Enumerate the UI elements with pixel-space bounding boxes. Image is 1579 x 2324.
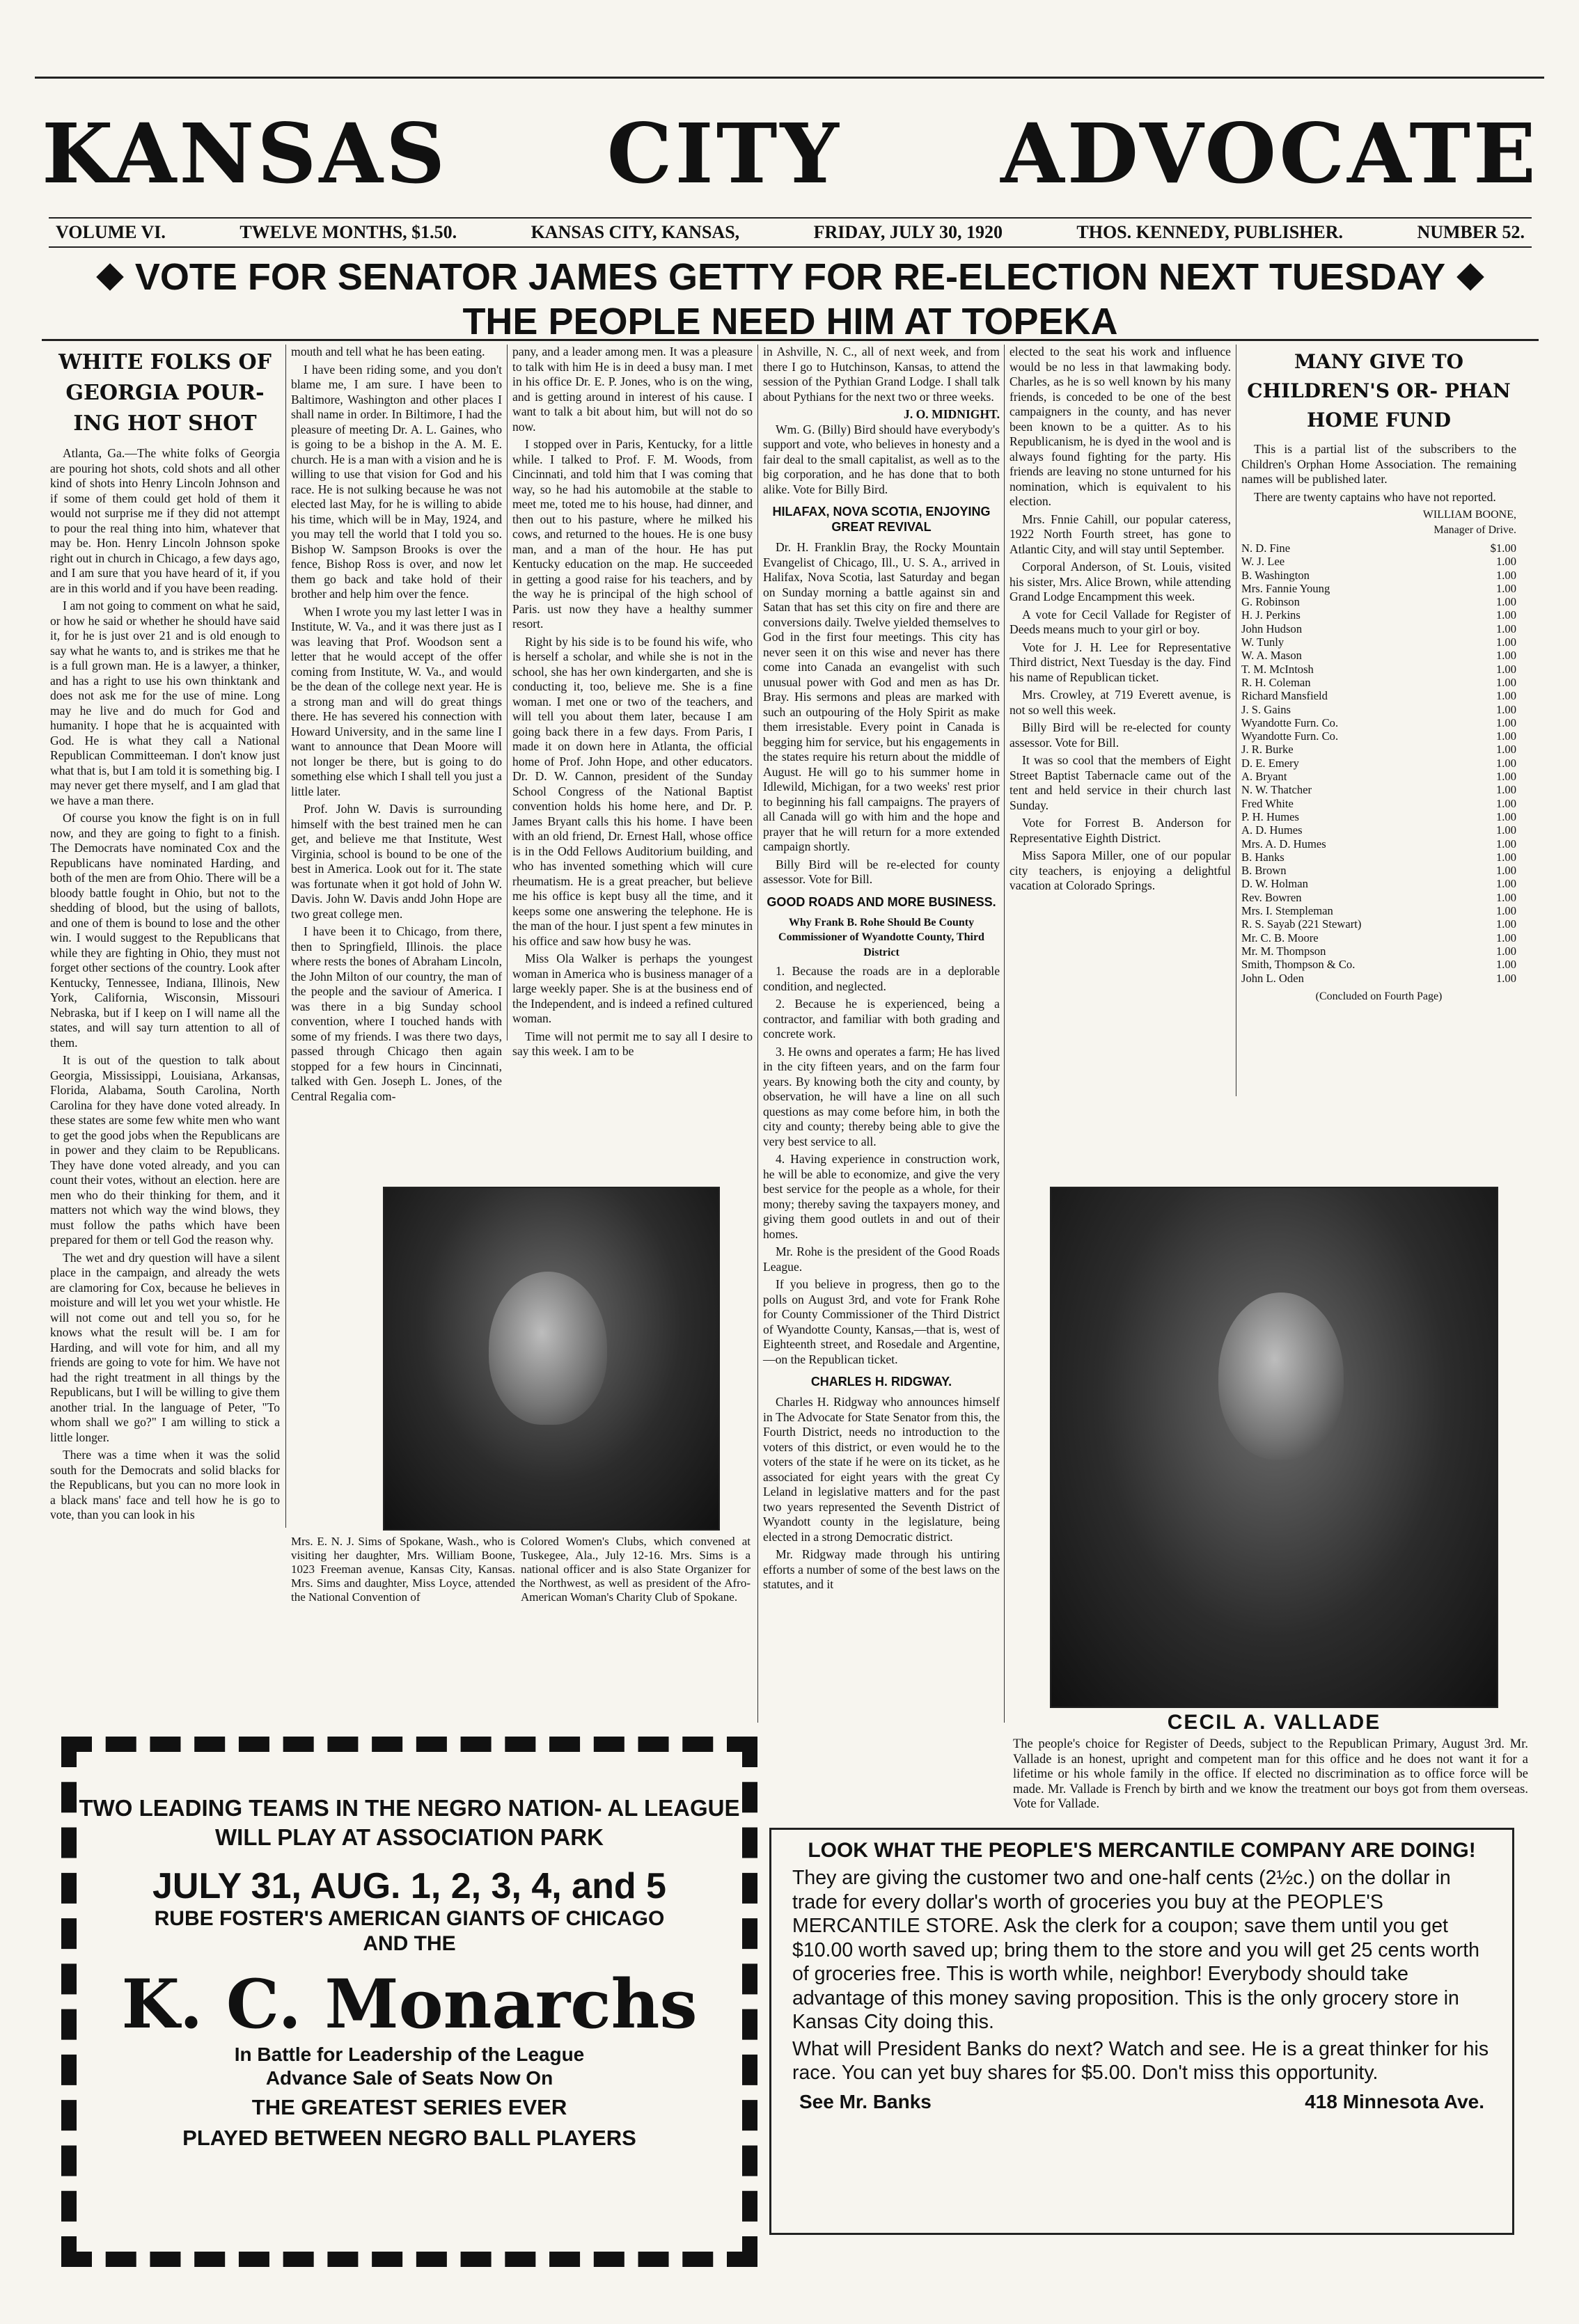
paragraph: 2. Because he is experienced, being a contractor, and familiar with both grading and concrete work. xyxy=(763,997,1000,1041)
donor-row xyxy=(1241,931,1516,944)
article-georgia xyxy=(50,345,280,1730)
donor-name: B. Washington xyxy=(1241,568,1310,582)
paragraph: There was a time when it was the solid south for the Democrats and solid blacks for the Republicans, but you can no more look in a black mans' face and tell how he is go to vote, than you can look in his xyxy=(50,1448,280,1521)
ad-line: PLAYED BETWEEN NEGRO BALL PLAYERS xyxy=(182,2126,636,2150)
donor-name: Mr. C. B. Moore xyxy=(1241,931,1319,944)
donor-name: Mrs. A. D. Humes xyxy=(1241,837,1326,851)
ad-line: THE GREATEST SERIES EVER xyxy=(251,2095,567,2119)
donor-amount: 1.00 xyxy=(1495,702,1516,716)
donor-row xyxy=(1241,663,1516,676)
paragraph: If you believe in progress, then go to the polls on August 3rd, and vote for Frank Rohe for County Commissioner of the Third District of Wyandotte County, Kansas,—that is, west of Eighteenth street, and Rosedale and Argentine,—on the Republican ticket. xyxy=(763,1277,1000,1366)
donor-name: D. W. Holman xyxy=(1241,877,1308,891)
donor-row xyxy=(1241,729,1516,743)
donor-row xyxy=(1241,608,1516,622)
masthead-word: KANSAS xyxy=(42,104,448,202)
donor-list xyxy=(1241,542,1516,985)
donor-row xyxy=(1241,917,1516,931)
donor-name: A. Bryant xyxy=(1241,770,1287,784)
donor-amount: 1.00 xyxy=(1495,917,1516,931)
donor-amount: 1.00 xyxy=(1495,944,1516,958)
paragraph: There are twenty captains who have not reported. xyxy=(1254,489,1496,504)
donor-row xyxy=(1241,582,1516,595)
paragraph: 1. Because the roads are in a deplorable condition, and neglected. xyxy=(763,964,1000,993)
paragraph: in Ashville, N. C., all of next week, and from there I go to Hutchinson, Kansas, to attend the session of the Pythian Grand Lodge. I shall talk about Pythians for the next two or three weeks. xyxy=(763,345,1000,404)
donor-amount: 1.00 xyxy=(1495,783,1516,797)
ad-body: What will President Banks do next? Watch and see. He is a great thinker for his race. You can yet buy shares for $5.00. Don't miss this opportunity. xyxy=(792,2037,1489,2084)
donor-row xyxy=(1241,797,1516,810)
ad-line: AND THE xyxy=(363,1932,456,1955)
donor-name: Mr. M. Thompson xyxy=(1241,944,1326,958)
donor-name: R. S. Sayab (221 Stewart) xyxy=(1241,917,1362,931)
ad-signature: See Mr. Banks xyxy=(799,2090,932,2112)
ad-line: RUBE FOSTER'S AMERICAN GIANTS OF CHICAGO xyxy=(154,1907,665,1930)
donor-amount: 1.00 xyxy=(1495,931,1516,944)
paragraph: This is a partial list of the subscribers to the Children's Orphan Home Association. The remaining names will be published later. xyxy=(1241,442,1516,486)
donor-name: A. D. Humes xyxy=(1241,823,1303,837)
paragraph: Mrs. Crowley, at 719 Everett avenue, is not so well this week. xyxy=(1010,688,1231,717)
donor-name: John Hudson xyxy=(1241,622,1303,635)
donor-row xyxy=(1241,569,1516,582)
donor-name: Fred White xyxy=(1241,796,1294,810)
mercantile-advertisement xyxy=(769,1828,1514,2235)
paragraph: Dr. H. Franklin Bray, the Rocky Mountain Evangelist of Chicago, Ill., U. S. A., arrived in Halifax, Nova Scotia, last Saturday and began on Sunday morning a battle against sin and Satan that has set this city on fire and there are conversions daily. Twelve yielded themselves to God in the first four meetings. This city has never seen it on this wise and never has there come into Canada an evangelist with such unusual power with God and men as has Dr. Bray. His sermons and pleas are marked with such an outpouring of the Holy Spirit as make them irresistable. Every point in Canada is begging him for service, but his engagements in the states require his return about the middle of August. He will go to his summer home in Idlewild, Michigan, for a two weeks' rest prior to beginning his fall campaigns. The prayers of all Canada will go with him and the hope and prayer that he will return for a more extended campaign shortly. xyxy=(763,540,1000,853)
donor-row xyxy=(1241,757,1516,770)
caption-sims-right: Colored Women's Clubs, which convened at Tuskegee, Ala., July 12-16. Mrs. Sims is a national officer and is also State Organizer for the Northwest, as well as president of the Afro-American Woman's Charity Club of Spokane. xyxy=(521,1535,751,1604)
donor-amount: 1.00 xyxy=(1495,837,1516,851)
paragraph: Miss Sapora Miller, one of our popular city teachers, is enjoying a delightful vacation at Colorado Springs. xyxy=(1010,848,1231,892)
donor-row xyxy=(1241,972,1516,985)
paragraph: Prof. John W. Davis is surrounding himself with the best trained men he can get, and believe me that Institute, West Virginia, school is bound to be one of the best in America. Look out for it. The state was fortunate when it got hold of John W. Davis. John W. Davis andd John Hope are two great college men. xyxy=(291,802,502,921)
subheadline-rohe: Why Frank B. Rohe Should Be County Commissioner of Wyandotte County, Third District xyxy=(778,916,984,958)
donor-amount: 1.00 xyxy=(1495,716,1516,729)
paragraph: Vote for Forrest B. Anderson for Representative Eighth District. xyxy=(1010,816,1231,845)
donor-row xyxy=(1241,770,1516,783)
column-rule xyxy=(757,345,758,1723)
donor-name: P. H. Humes xyxy=(1241,809,1299,823)
donor-row xyxy=(1241,864,1516,877)
donor-amount: 1.00 xyxy=(1495,850,1516,864)
donor-name: H. J. Perkins xyxy=(1241,608,1301,622)
article-col2 xyxy=(291,345,502,1103)
paragraph: The wet and dry question will have a silent place in the campaign, and already the wets are clamoring for Cox, because he believes in moisture and will let you wet your whistle. He will not come out and tell you so, for he knows what the result will be. I am for Harding, and will vote for him, and all my friends are going to vote for him. We have not had the right treatment in all things by the Republicans, but I will be willing to give them another trial. In the language of Peter, "To whom shall we go?" I am willing to stick a little longer. xyxy=(50,1250,280,1444)
issue-info-bar xyxy=(49,217,1532,248)
donor-name: W. Tunly xyxy=(1241,635,1285,649)
paragraph: Charles H. Ridgway who announces himself in The Advocate for State Senator from this, the Fourth District, needs no introduction to the voters of this district, or even would he to the voters of the state if he were on its ticket, as he associated for eight years with the great Cy Leland in legislative matters and for the past two years represented the Seventh District of Wyandott county in the legislature, being elected in a strong Democratic district. xyxy=(763,1395,1000,1544)
paragraph: Billy Bird will be re-elected for county assessor. Vote for Bill. xyxy=(1010,720,1231,750)
donor-amount: $1.00 xyxy=(1490,542,1516,555)
banner-line-2: THE PEOPLE NEED HIM AT TOPEKA xyxy=(462,301,1118,342)
paragraph: 4. Having experience in construction work, he will be able to economize, and give the very best service for the people as a whole, for their mony; thereby saving the taxpayers money, and giving them good outlets in and out of their homes. xyxy=(763,1152,1000,1241)
donor-amount: 1.00 xyxy=(1495,675,1516,689)
donor-row xyxy=(1241,783,1516,796)
manager-title: Manager of Drive. xyxy=(1433,523,1516,536)
donor-amount: 1.00 xyxy=(1495,904,1516,918)
donor-row xyxy=(1241,904,1516,917)
donor-amount: 1.00 xyxy=(1495,743,1516,757)
paragraph: Mrs. Fnnie Cahill, our popular cateress, 1922 North Fourth street, has gone to Atlantic City, and will stay until September. xyxy=(1010,512,1231,556)
donor-name: B. Brown xyxy=(1241,864,1287,878)
donor-name: G. Robinson xyxy=(1241,595,1300,609)
donor-amount: 1.00 xyxy=(1495,595,1516,609)
column-rule xyxy=(285,345,286,1528)
paragraph: I stopped over in Paris, Kentucky, for a little while. I talked to Prof. F. M. Woods, from Cincinnati, and told him that I was coming that way, so he had his automobile at the stable to meet me, toted me to his house, had dinner, and then out to his pasture, where he milked his cows, and returned to the houes. He is one busy man, and a man of the hour. He has put Kentucky education on the map. He succeeded in getting a good raise for his teachers, and by the way he is principal of the high school of Paris. ust now they have a healthy summer resort. xyxy=(512,437,753,631)
ad-line: Advance Sale of Seats Now On xyxy=(265,2067,553,2089)
donor-row xyxy=(1241,595,1516,608)
donor-amount: 1.00 xyxy=(1495,729,1516,743)
top-border xyxy=(35,49,1544,79)
paragraph: Wm. G. (Billy) Bird should have everybody's support and vote, who believes in honesty and a fair deal to the small capitalist, as well as to the big corporation, and he has done that to both alike. Vote for Billy Bird. xyxy=(763,422,1000,496)
donor-name: D. E. Emery xyxy=(1241,756,1299,770)
headline-good-roads: GOOD ROADS AND MORE BUSINESS. xyxy=(767,894,996,909)
donor-amount: 1.00 xyxy=(1495,662,1516,676)
donor-name: W. A. Mason xyxy=(1241,649,1302,663)
photo-mrs-sims xyxy=(383,1187,720,1531)
donor-name: Richard Mansfield xyxy=(1241,689,1328,703)
ad-headline: LOOK WHAT THE PEOPLE'S MERCANTILE COMPANY ARE DOING! xyxy=(808,1839,1476,1862)
donor-name: T. M. McIntosh xyxy=(1241,662,1314,676)
donor-amount: 1.00 xyxy=(1495,581,1516,595)
donor-name: John L. Oden xyxy=(1241,971,1304,985)
vallade-name: CECIL A. VALLADE xyxy=(1167,1711,1381,1734)
donor-name: Wyandotte Furn. Co. xyxy=(1241,716,1339,729)
banner-line-1: VOTE FOR SENATOR JAMES GETTY FOR RE-ELECTION NEXT TUESDAY xyxy=(134,256,1446,298)
headline-orphan-fund: MANY GIVE TO CHILDREN'S OR- PHAN HOME FUND xyxy=(1247,350,1511,432)
manager-name: WILLIAM BOONE, xyxy=(1422,509,1516,521)
donor-row xyxy=(1241,851,1516,864)
paragraph: Corporal Anderson, of St. Louis, visited his sister, Mrs. Alice Brown, while attending Grand Lodge Encampment this week. xyxy=(1010,560,1231,603)
article-col3 xyxy=(512,345,753,1058)
donor-name: Wyandotte Furn. Co. xyxy=(1241,729,1339,743)
concluded-note: (Concluded on Fourth Page) xyxy=(1315,990,1443,1002)
paragraph: A vote for Cecil Vallade for Register of Deeds means much to your girl or boy. xyxy=(1010,607,1231,636)
donor-amount: 1.00 xyxy=(1495,809,1516,823)
paragraph: pany, and a leader among men. It was a pleasure to talk with him He is in deed a busy man. I met in his office Dr. E. P. Jones, who is on the wing, and is getting around in interest of his cause. I want to talk a bit about him, but will not do so now. xyxy=(512,345,753,434)
article-orphan-fund xyxy=(1241,345,1516,1096)
ad-team-name: K. C. Monarchs xyxy=(121,1965,698,2044)
donor-name: Smith, Thompson & Co. xyxy=(1241,958,1356,972)
donor-row xyxy=(1241,703,1516,716)
paragraph: Mr. Rohe is the president of the Good Roads League. xyxy=(763,1244,1000,1274)
donor-row xyxy=(1241,823,1516,837)
donor-name: B. Hanks xyxy=(1241,850,1285,864)
donor-row xyxy=(1241,622,1516,635)
vallade-text: The people's choice for Register of Deeds, subject to the Republican Primary, August 3rd. Mr. Vallade is an honest, upright and competent man for this office and he does not want it for a lifetime or his whole family in the office. If elected no discrimination as to office force will be made. Mr. Vallade is French by birth and we know the treatment our boys got from them overseas. Vote for Vallade. xyxy=(1013,1737,1528,1811)
donor-row xyxy=(1241,635,1516,649)
paragraph: It is out of the question to talk about Georgia, Mississippi, Louisiana, Arkansas, Florida, Alabama, South Carolina, North Carolina for they have done voted already. In these states are some few white men who want to get the good jobs when the Republicans are in power and they claim to be Republicans. They have done voted already, and you can count their votes, without an election. here are men who do their thinking for them, and it matters not which way the wind blows, they must follow the paths which have been prepared for them or tell God the reason why. xyxy=(50,1053,280,1247)
ornament-icon xyxy=(96,263,124,291)
front-banner xyxy=(42,254,1539,343)
donor-row xyxy=(1241,649,1516,662)
paragraph: I am not going to comment on what he said, or how he said or whether he should have said it, for he is just over 21 and is old enough to say what he wants to, and is strikes me that he is a full grown man. He is a lawyer, a thinker, and has a right to use his own thinktank and does not ask me for the use of mine. Long may he live and do much for God and humanity. I hope that he is acquainted with God. He is what they call a National Republican Committeeman. I don't know just what that is, but I am told it is something big. I may never get there myself, and I am glad that we have a man there. xyxy=(50,599,280,807)
donor-amount: 1.00 xyxy=(1495,568,1516,582)
donor-row xyxy=(1241,689,1516,702)
donor-amount: 1.00 xyxy=(1495,770,1516,784)
donor-amount: 1.00 xyxy=(1495,864,1516,878)
ad-address: 418 Minnesota Ave. xyxy=(1305,2090,1484,2112)
ad-line: TWO LEADING TEAMS IN THE NEGRO NATION- AL LEAGUE WILL PLAY AT ASSOCIATION PARK xyxy=(79,1795,740,1850)
donor-amount: 1.00 xyxy=(1495,823,1516,837)
donor-name: Mrs. Fannie Young xyxy=(1241,581,1330,595)
portrait-face xyxy=(489,1272,607,1425)
place: KANSAS CITY, KANSAS, xyxy=(531,222,740,242)
paragraph: mouth and tell what he has been eating. xyxy=(291,345,485,358)
donor-name: N. W. Thatcher xyxy=(1241,783,1312,797)
paragraph: Of course you know the fight is on in full now, and they are going to fight to a finish. The Democrats have nominated Cox and the Republicans have nominated Harding, and both of the men are from Ohio. There will be a bloody battle fought in Ohio, but not to the shedding of blood, but the using of ballots, and one of them is bound to lose and the other win. I would suggest to the Republicans that while they are fighting in Ohio, they must not forget other sections of the country. Look after Kentucky, Tennessee, Indiana, Illinois, New York, California, Wisconsin, Missouri Nebraska, but if I keep on I will name all the states, and will say turn attention to all of them. xyxy=(50,811,280,1050)
donor-row xyxy=(1241,743,1516,756)
banner-rule xyxy=(42,339,1539,341)
ad-line: In Battle for Leadership of the League xyxy=(234,2044,585,2065)
ad-dates: JULY 31, AUG. 1, 2, 3, 4, and 5 xyxy=(152,1866,666,1906)
donor-row xyxy=(1241,810,1516,823)
portrait-face xyxy=(1218,1293,1344,1460)
donor-row xyxy=(1241,891,1516,904)
donor-amount: 1.00 xyxy=(1495,555,1516,569)
donor-name: J. R. Burke xyxy=(1241,743,1294,757)
donor-name: J. S. Gains xyxy=(1241,702,1291,716)
issue-date: FRIDAY, JULY 30, 1920 xyxy=(813,222,1003,242)
paragraph: Time will not permit me to say all I desire to say this week. I am to be xyxy=(512,1029,753,1058)
headline-halifax: HILAFAX, NOVA SCOTIA, ENJOYING GREAT REVIVAL xyxy=(772,505,991,534)
donor-name: Rev. Bowren xyxy=(1241,890,1302,904)
article-col4 xyxy=(763,345,1000,1723)
photo-cecil-vallade xyxy=(1050,1187,1498,1708)
donor-name: R. H. Coleman xyxy=(1241,675,1311,689)
donor-amount: 1.00 xyxy=(1495,796,1516,810)
donor-row xyxy=(1241,676,1516,689)
publisher: THOS. KENNEDY, PUBLISHER. xyxy=(1076,222,1344,242)
donor-name: Mrs. I. Stempleman xyxy=(1241,904,1333,918)
paragraph: Right by his side is to be found his wife, who is herself a scholar, and while she is not in the school, she has her own kindergarten, and she is conducting it, too, believe me. She is a fine woman. I met one or two of the teachers, and will tell you about them later, because I am going back there in a few days. From Paris, I made it on down here in Atlanta, the official home of Prof. John Hope, and other educators. Dr. D. W. Cannon, president of the Sunday School Congress of the National Baptist convention holds his home here, and Dr. P. James Bryant calls this his home. I have been with an old friend, Dr. Ernest Hall, whose office is in the Odd Fellows Auditorium building, and who has invented something which will cure rheumatism. He is a great preacher, but believe me his office is kept busy all the time, and it keeps some one answering the telephone. He is the man of the hour. I just spent a few minutes in his office and saw how busy he was. xyxy=(512,634,753,948)
baseball-advertisement xyxy=(61,1737,757,2267)
article-col5 xyxy=(1010,345,1231,1096)
donor-amount: 1.00 xyxy=(1495,649,1516,663)
masthead-word: CITY xyxy=(606,104,842,202)
donor-row xyxy=(1241,837,1516,851)
paragraph: Billy Bird will be re-elected for county assessor. Vote for Bill. xyxy=(763,857,1000,886)
donor-amount: 1.00 xyxy=(1495,971,1516,985)
headline-ridgway: CHARLES H. RIDGWAY. xyxy=(810,1375,952,1389)
masthead-word: ADVOCATE xyxy=(1000,104,1539,202)
column-rule xyxy=(507,345,508,1041)
paragraph: When I wrote you my last letter I was in Institute, W. Va., and it was there just as I was leaving that Prof. Woodson sent a letter that he would accept of the offer coming from Institute, W. Va., and would be the dean of the college next year. He is a strong man and will do great things there. He has severed his connection with Howard University, and in the same line I want to announce that Dean Moore will not longer be there, but is going to do something else which I shall tell you just a little later. xyxy=(291,604,502,798)
paragraph: Atlanta, Ga.—The white folks of Georgia are pouring hot shots, cold shots and all other kind of shots into Henry Lincoln Johnson and if some of them could get hold of them it would not surprise me if they did not attempt to pour the real thing into him, whatever that may be. Hon. Henry Lincoln Johnson spoke right out in church in Chicago, a few days ago, and I am sure that you have heard of it, if you are in this world and if you have been reading. xyxy=(50,446,280,595)
paragraph: Vote for J. H. Lee for Representative Third district, Next Tuesday is the day. Find his name of Republican ticket. xyxy=(1010,640,1231,684)
headline-georgia: WHITE FOLKS OF GEORGIA POUR- ING HOT SHOT xyxy=(58,350,272,436)
donor-amount: 1.00 xyxy=(1495,877,1516,891)
paragraph: 3. He owns and operates a farm; He has lived in the city fifteen years, and on the farm four years. By knowing both the city and county, by observation, he will have a line on all such questions as may come before him, in both the city and county; thereby being able to give the very best service to all. xyxy=(763,1044,1000,1148)
ad-body: They are giving the customer two and one-half cents (2½c.) on the dollar in trade for every dollar's worth of groceries you buy at the PEOPLE'S MERCANTILE STORE. Ask the clerk for a coupon; save them until you get $10.00 worth saved up; bring them to the store and you will get 25 cents worth of groceries free. This is worth while, neighbor! Everybody should take advantage of this money saving proposition. This is the only grocery store in Kansas City doing this. xyxy=(792,1867,1479,2033)
signature: J. O. MIDNIGHT. xyxy=(904,407,1000,421)
volume: VOLUME VI. xyxy=(56,222,166,242)
donor-row xyxy=(1241,716,1516,729)
donor-name: W. J. Lee xyxy=(1241,555,1285,569)
donor-name: N. D. Fine xyxy=(1241,542,1291,555)
issue-number: NUMBER 52. xyxy=(1417,222,1525,242)
donor-amount: 1.00 xyxy=(1495,958,1516,972)
donor-row xyxy=(1241,958,1516,971)
ornament-icon xyxy=(1456,263,1484,291)
paragraph: I have been it to Chicago, from there, then to Springfield, Illinois. the place where rests the bones of Abraham Lincoln, the John Milton of our country, the man of the people and the saviour of America. I was there in a big Sunday school convention, where I touched hands with some of my friends. I was there two days, passed through Chicago then again stopped for a few hours in Cincinnati, talked with Gen. Joseph L. Jones, of the Central Regalia com- xyxy=(291,924,502,1103)
donor-amount: 1.00 xyxy=(1495,756,1516,770)
column-rule xyxy=(1004,345,1005,1723)
subscription-price: TWELVE MONTHS, $1.50. xyxy=(239,222,457,242)
paragraph: I have been riding some, and you don't blame me, I am sure. I have been to Baltimore, Washington and other places I shall name in order. In Biltimore, I had the pleasure of meeting Dr. A. L. Gaines, who is going to be a bishop in the A. M. E. church. He is a man with a vision and he is willing to use that vision for God and his race. He is not sulking because he was not elected last May, for he is willing to abide his time, which will be in May, 1924, and you may tell the world that I told you so. Bishop W. Sampson Brooks is over the fence, Bishop Ross is over, and now let them go back and take hold of their brother and help him over the fence. xyxy=(291,362,502,601)
masthead xyxy=(42,104,1539,202)
donor-amount: 1.00 xyxy=(1495,890,1516,904)
paragraph: Mr. Ridgway made through his untiring efforts a number of some of the best laws on the statutes, and it xyxy=(763,1547,1000,1591)
paragraph: Miss Ola Walker is perhaps the youngest woman in America who is business manager of a large weekly paper. She is at the business end of the Independent, and is indeed a refined cultured woman. xyxy=(512,951,753,1025)
donor-row xyxy=(1241,877,1516,890)
caption-sims-left: Mrs. E. N. J. Sims of Spokane, Wash., who is visiting her daughter, Mrs. William Boone, 1023 Freeman avenue, Kansas City, Kansas. Mrs. Sims and daughter, Miss Loyce, attended the National Convention of xyxy=(291,1535,515,1604)
donor-amount: 1.00 xyxy=(1495,689,1516,703)
paragraph: elected to the seat his work and influence would be no less in that lawmaking body. Charles, as he is so well known by his many friends, is conceded to be one of the best campaigners in the county, and has never been known to be a quitter. As to his Republicanism, he is dyed in the wool and is always found fighting for the party. His friends are leaving no stone unturned for his nomination, which is equivalent to his election. xyxy=(1010,345,1231,508)
donor-amount: 1.00 xyxy=(1495,635,1516,649)
donor-row xyxy=(1241,542,1516,555)
donor-row xyxy=(1241,944,1516,958)
donor-amount: 1.00 xyxy=(1495,622,1516,635)
paragraph: It was so cool that the members of Eight Street Baptist Tabernacle came out of the tent and held service in their church last Sunday. xyxy=(1010,753,1231,812)
donor-row xyxy=(1241,555,1516,568)
donor-amount: 1.00 xyxy=(1495,608,1516,622)
